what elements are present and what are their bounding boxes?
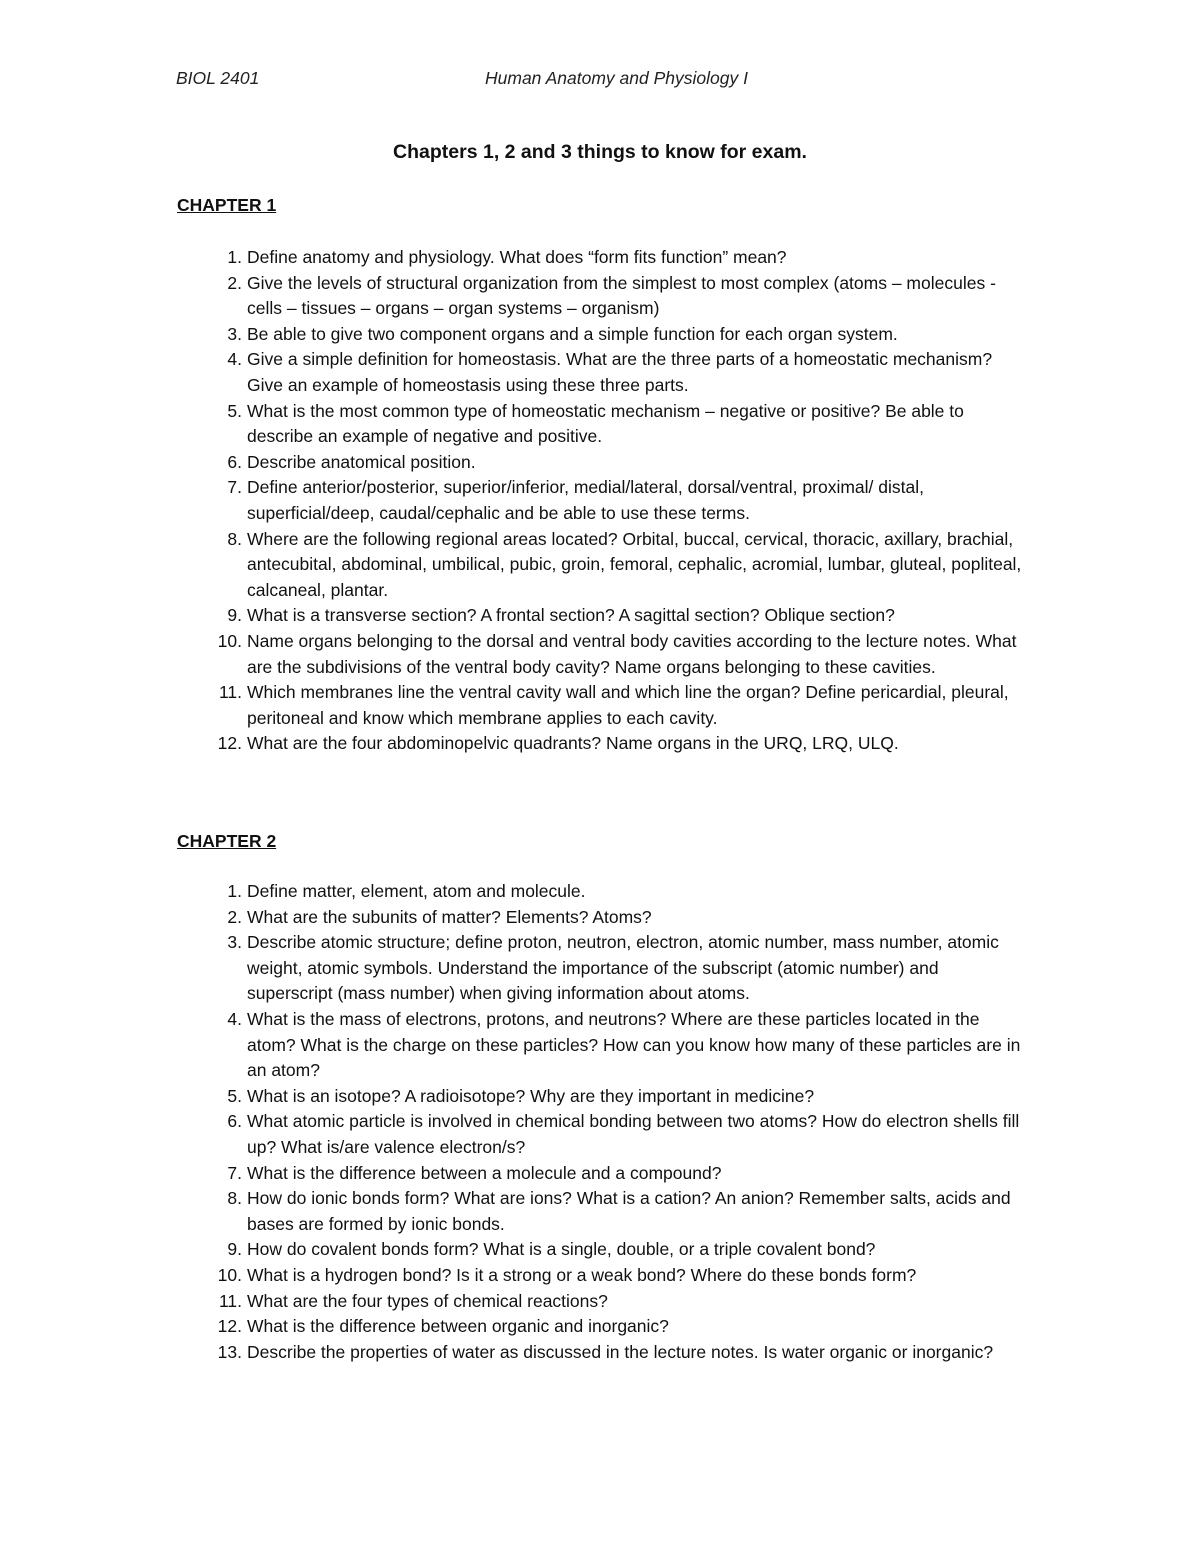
list-item-number: 11. — [218, 682, 242, 703]
list-item — [176, 1237, 1026, 1263]
list-item — [176, 450, 1026, 476]
list-item — [176, 1340, 1026, 1366]
list-item — [176, 905, 1026, 931]
list-item-text: Define anatomy and physiology. What does “form fits function” mean? — [247, 247, 787, 267]
course-subject: Human Anatomy and Physiology I — [485, 68, 748, 88]
list-item — [176, 245, 1026, 271]
list-item-text: Describe anatomical position. — [247, 451, 476, 472]
list-item-number: 2. — [227, 272, 242, 293]
list-item-number: 4. — [227, 1008, 242, 1029]
list-item — [176, 1186, 1026, 1237]
list-item-number: 3. — [227, 323, 242, 344]
list-item-number: 1. — [227, 247, 242, 267]
list-item — [176, 629, 1026, 680]
list-item-number: 10. — [217, 1264, 242, 1285]
list-item-number: 9. — [227, 605, 242, 626]
chapter-2-question-list — [176, 879, 1026, 1365]
list-item-text: How do covalent bonds form? What is a single, double, or a triple covalent bond? — [247, 1239, 876, 1260]
list-item — [176, 879, 1026, 905]
list-item-text: What is the difference between a molecule and a compound? — [247, 1162, 722, 1183]
list-item — [176, 603, 1026, 629]
list-item-number: 12. — [217, 733, 242, 754]
document-title: Chapters 1, 2 and 3 things to know for exam. — [393, 141, 807, 163]
list-item-number: 13. — [217, 1341, 242, 1362]
list-item-text: What is the difference between organic and inorganic? — [247, 1316, 669, 1337]
chapter-2-heading: CHAPTER 2 — [177, 831, 277, 851]
list-item — [176, 1007, 1026, 1084]
list-item — [176, 731, 1026, 757]
list-item — [176, 1289, 1026, 1315]
list-item-number: 6. — [227, 451, 242, 472]
list-item-number: 3. — [227, 932, 242, 953]
list-item-number: 12. — [217, 1316, 242, 1337]
list-item-text: Describe atomic structure; define proton, neutron, electron, atomic number, mass number, atomic weight, atomic symbols. Understand the importance of the subscript (atomic number) and superscript (mass number) when giving information about atoms. — [247, 932, 999, 1004]
list-item-number: 2. — [227, 906, 242, 927]
list-item-text: What is the mass of electrons, protons, and neutrons? Where are these particles located in the atom? What is the charge on these particles? How can you know how many of these particles are in an atom? — [247, 1008, 1021, 1081]
list-item-number: 8. — [227, 1188, 242, 1209]
list-item-number: 7. — [227, 1162, 242, 1183]
list-item — [176, 1109, 1026, 1160]
chapter-1-question-list — [176, 245, 1026, 757]
list-item-number: 11. — [218, 1290, 242, 1311]
list-item-number: 5. — [227, 1085, 242, 1106]
list-item — [176, 1161, 1026, 1187]
list-item-text: Give a simple definition for homeostasis. What are the three parts of a homeostatic mechanism? Give an example of homeostasis using these three parts. — [247, 349, 993, 395]
list-item — [176, 271, 1026, 322]
list-item-text: Define anterior/posterior, superior/inferior, medial/lateral, dorsal/ventral, proximal/ distal, superficial/deep, caudal/cephalic and be able to use these terms. — [247, 477, 924, 523]
list-item-number: 8. — [227, 528, 242, 549]
list-item-text: Be able to give two component organs and a simple function for each organ system. — [247, 323, 898, 344]
list-item — [176, 347, 1026, 398]
list-item — [176, 399, 1026, 450]
list-item — [176, 475, 1026, 526]
list-item-text: What are the four types of chemical reactions? — [247, 1290, 608, 1311]
list-item — [176, 1084, 1026, 1110]
list-item-text: What are the subunits of matter? Elements? Atoms? — [247, 906, 652, 927]
chapter-1-heading: CHAPTER 1 — [177, 195, 277, 215]
list-item-text: Give the levels of structural organization from the simplest to most complex (atoms – molecules - cells – tissues – organs – organ systems – organism) — [247, 272, 996, 319]
list-item-text: Define matter, element, atom and molecule. — [247, 881, 586, 901]
list-item-number: 6. — [227, 1111, 242, 1132]
list-item-text: What is an isotope? A radioisotope? Why are they important in medicine? — [247, 1085, 815, 1106]
list-item-text: What is a hydrogen bond? Is it a strong or a weak bond? Where do these bonds form? — [247, 1264, 917, 1285]
list-item-text: How do ionic bonds form? What are ions? What is a cation? An anion? Remember salts, acids and bases are formed by ionic bonds. — [247, 1188, 1011, 1234]
course-code: BIOL 2401 — [176, 68, 260, 88]
list-item — [176, 1263, 1026, 1289]
list-item-number: 10. — [217, 630, 242, 651]
list-item — [176, 930, 1026, 1007]
list-item-text: What is the most common type of homeostatic mechanism – negative or positive? Be able to describe an example of negative and positive. — [247, 400, 964, 447]
list-item — [176, 680, 1026, 731]
list-item-number: 7. — [227, 477, 242, 498]
list-item — [176, 1314, 1026, 1340]
list-item — [176, 527, 1026, 604]
list-item-text: What atomic particle is involved in chemical bonding between two atoms? How do electron shells fill up? What is/are valence electron/s? — [247, 1111, 1020, 1157]
list-item-number: 4. — [227, 349, 242, 370]
list-item-text: Name organs belonging to the dorsal and ventral body cavities according to the lecture notes. What are the subdivisions of the ventral body cavity? Name organs belonging to these cavities. — [247, 630, 1017, 677]
list-item-text: Where are the following regional areas located? Orbital, buccal, cervical, thoracic, axillary, brachial, antecubital, abdominal, umbilical, pubic, groin, femoral, cephalic, acromial, lumbar, gluteal, popliteal, calcaneal, plantar. — [247, 528, 1022, 600]
list-item-number: 9. — [227, 1239, 242, 1260]
list-item-text: Which membranes line the ventral cavity wall and which line the organ? Define pericardial, pleural, peritoneal and know which membrane applies to each cavity. — [247, 682, 1009, 728]
list-item-number: 5. — [227, 400, 242, 421]
list-item-number: 1. — [227, 881, 242, 901]
list-item-text: What is a transverse section? A frontal section? A sagittal section? Oblique section? — [247, 605, 895, 626]
list-item-text: Describe the properties of water as discussed in the lecture notes. Is water organic or inorganic? — [247, 1341, 994, 1362]
list-item — [176, 322, 1026, 348]
list-item-text: What are the four abdominopelvic quadrants? Name organs in the URQ, LRQ, ULQ. — [247, 733, 899, 754]
